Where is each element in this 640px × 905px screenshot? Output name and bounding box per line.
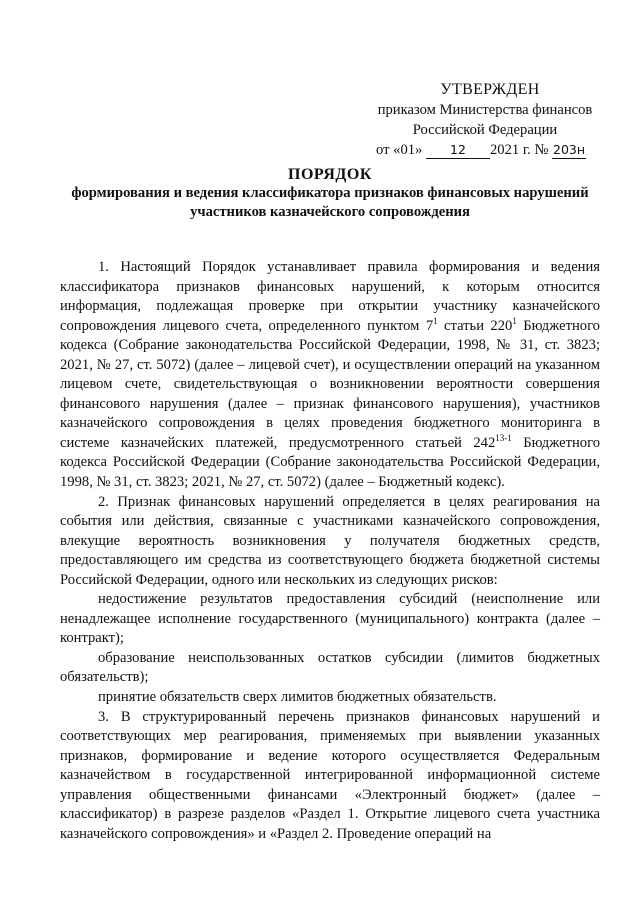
- title-subtitle-line1: формирования и ведения классификатора признаков финансовых нарушений: [71, 185, 589, 201]
- paragraph-risk-3: принятие обязательств сверх лимитов бюджетных обязательств.: [98, 689, 497, 706]
- paragraph-3: 3. В структурированный перечень признаков финансовых нарушений и соответствующих мер реагирования, применяемых при выявлении указанных признаков, формирование и ведение которого осуществляется Федеральным казначейством в государственной интегрированной информационной системе управления общественными финансами «Электронный бюджет» (далее – классификатор) в разрезе разделов «Раздел 1. Открытие лицевого счета участника казначейского сопровождения» и «Раздел 2. Проведение операций на: [60, 708, 600, 842]
- document-title: [45, 165, 615, 222]
- title-heading: ПОРЯДОК: [288, 166, 372, 183]
- approval-date-line: [360, 140, 610, 160]
- document-body: [60, 258, 600, 844]
- date-month: 12: [426, 142, 490, 159]
- approval-authority-line: Российской Федерации: [412, 122, 558, 138]
- order-number: 203н: [553, 142, 586, 157]
- date-year: 2021 г. №: [489, 142, 553, 158]
- date-mid: »: [415, 142, 426, 158]
- approval-title: УТВЕРЖДЕН: [440, 81, 540, 98]
- approval-stamp: [360, 80, 610, 160]
- date-prefix: от «: [376, 142, 401, 158]
- title-subtitle-line2: участников казначейского сопровождения: [190, 204, 470, 220]
- paragraph-1: 1. Настоящий Порядок устанавливает правила формирования и ведения классификатора признаков финансовых нарушений, к которым относится информация, подлежащая проверке при открытии участнику казначейского сопровождения лицевого счета, определенного пунктом $7^1$ статьи $220^1$ Бюджетного кодекса (Собрание законодательства Российской Федерации, 1998, № 31, ст. 3823; 2021, № 27, ст. 5072) (далее – лицевой счет), и осуществлении операций на указанном лицевом счете, свидетельствующая о возникновении вероятности совершения финансового нарушения (далее – признак финансового нарушения), участников казначейского сопровождения в целях проведения бюджетного мониторинга в системе казначейских платежей, предусмотренного статьей 242$^{13-1}$ Бюджетного кодекса Российской Федерации (Собрание законодательства Российской Федерации, 1998, № 31, ст. 3823; 2021, № 27, ст. 5072) (далее – Бюджетный кодекс).: [60, 259, 600, 491]
- paragraph-2: 2. Признак финансовых нарушений определяется в целях реагирования на события или действия, связанные с участниками казначейского сопровождения, влекущие вероятность возникновения у получателя бюджетных средств, предоставляющего им средства из соответствующего бюджета бюджетной системы Российской Федерации, одного или нескольких из следующих рисков:: [60, 493, 600, 588]
- date-day: 01: [400, 142, 416, 158]
- approval-order-line: приказом Министерства финансов: [377, 102, 593, 118]
- paragraph-risk-1: недостижение результатов предоставления субсидий (неисполнение или ненадлежащее исполнение государственного (муниципального) контракта (далее – контракт);: [60, 591, 600, 647]
- paragraph-risk-2: образование неиспользованных остатков субсидии (лимитов бюджетных обязательств);: [60, 649, 600, 686]
